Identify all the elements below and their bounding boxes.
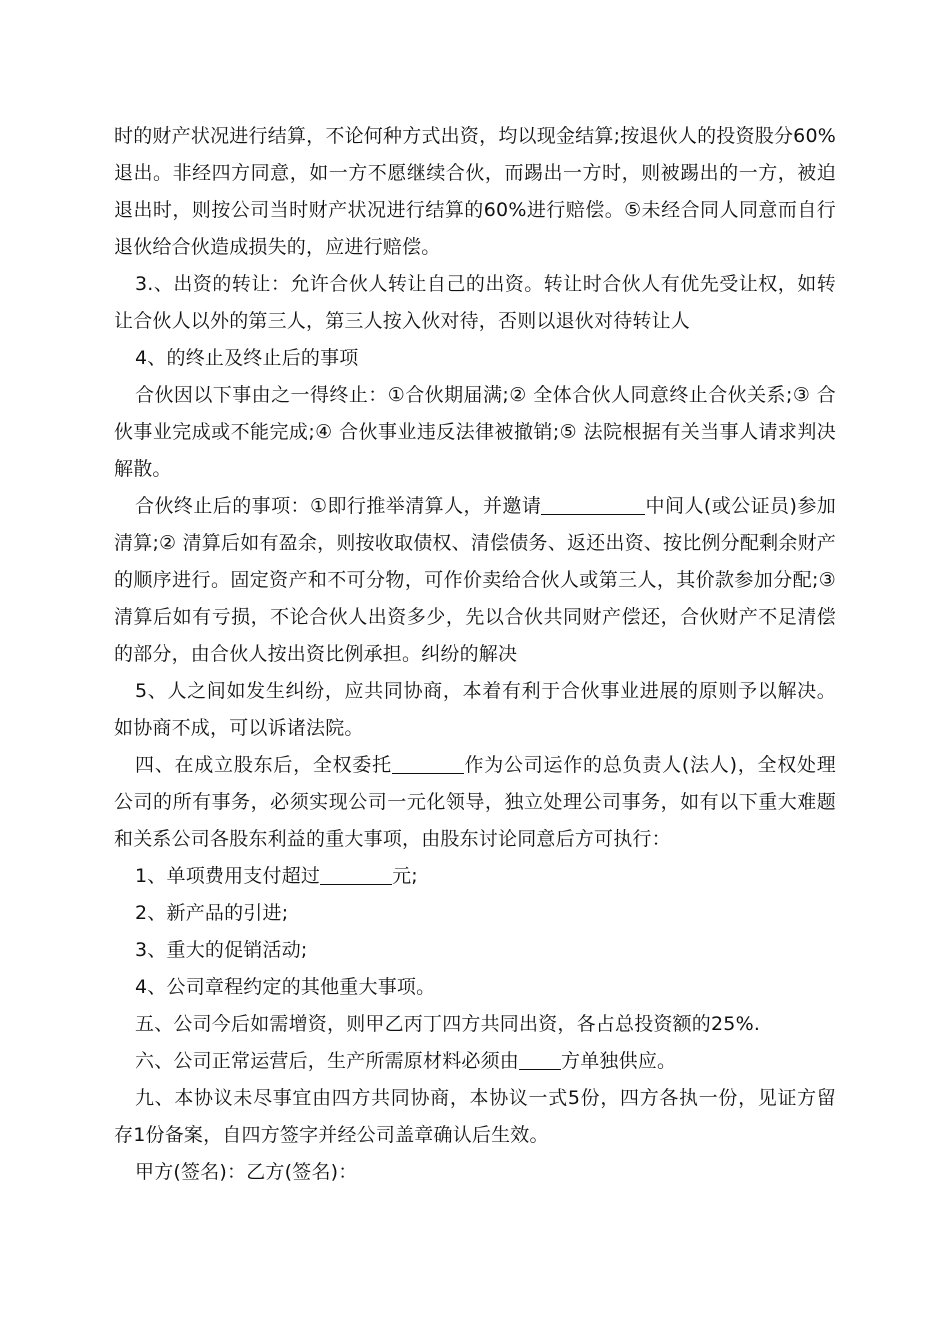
paragraph-termination-heading: 4、的终止及终止后的事项 (135, 347, 359, 369)
list-item-promotion: 3、重大的促销活动; (135, 939, 308, 961)
paragraph-text: 六、公司正常运营后，生产所需原材料必须由 (135, 1050, 520, 1072)
signature-line: 甲方(签名)：乙方(签名)： (135, 1161, 358, 1183)
blank-field-representative[interactable] (392, 754, 464, 774)
paragraph-capital-increase: 五、公司今后如需增资，则甲乙丙丁四方共同出资，各占总投资额的25%. (135, 1013, 761, 1035)
paragraph-supply (114, 1043, 836, 1080)
list-item-other-matters: 4、公司章程约定的其他重大事项。 (135, 976, 436, 998)
paragraph-text: 四、在成立股东后，全权委托 (135, 754, 392, 776)
blank-field-supplier[interactable] (519, 1050, 561, 1070)
paragraph-dispute: 5、人之间如发生纠纷，应共同协商，本着有利于合伙事业进展的原则予以解决。如协商不成，可以诉诸法院。 (114, 680, 836, 739)
blank-field-amount[interactable] (320, 865, 392, 885)
paragraph-capital-transfer: 3.、出资的转让：允许合伙人转让自己的出资。转让时合伙人有优先受让权，如转让合伙人以外的第三人，第三人按入伙对待，否则以退伙对待转让人 (114, 273, 836, 332)
paragraph-effectiveness: 九、本协议未尽事宜由四方共同协商，本协议一式5份，四方各执一份，见证方留存1份备案，自四方签字并经公司盖章确认后生效。 (114, 1087, 836, 1146)
paragraph-post-termination (114, 488, 836, 673)
blank-field-mediator[interactable] (541, 495, 645, 515)
document-body (114, 118, 836, 1191)
paragraph-text: 合伙终止后的事项：①即行推举清算人，并邀请 (135, 495, 542, 517)
paragraph-settlement: 时的财产状况进行结算，不论何种方式出资，均以现金结算;按退伙人的投资股分60%退出。非经四方同意，如一方不愿继续合伙，而踢出一方时，则被踢出的一方，被迫退出时，则按公司当时财产状况进行结算的60%进行赔偿。⑤未经合同人同意而自行退伙给合伙造成损失的，应进行赔偿。 (114, 125, 836, 258)
paragraph-text: 作为公司运作的总负责人(法人)，全权处理公司的所有事务，必须实现公司一元化领导，独立处理公司事务，如有以下重大难题和关系公司各股东利益的重大事项，由股东讨论同意后方可执行： (114, 754, 836, 850)
list-item-new-product: 2、新产品的引进; (135, 902, 289, 924)
paragraph-termination-reasons: 合伙因以下事由之一得终止：①合伙期届满;② 全体合伙人同意终止合伙关系;③ 合伙事业完成或不能完成;④ 合伙事业违反法律被撤销;⑤ 法院根据有关当事人请求判决解散。 (114, 384, 836, 480)
paragraph-text: 元; (392, 865, 418, 887)
list-item-expense (114, 858, 836, 895)
paragraph-authorization (114, 747, 836, 858)
paragraph-text: 1、单项费用支付超过 (135, 865, 321, 887)
paragraph-text: 中间人(或公证员)参加清算;② 清算后如有盈余，则按收取债权、清偿债务、返还出资、按比例分配剩余财产的顺序进行。固定资产和不可分物，可作价卖给合伙人或第三人，其价款参加分配;③ 清算后如有亏损，不论合伙人出资多少，先以合伙共同财产偿还，合伙财产不足清偿的部分，由合伙人按出资比例承担。纠纷的解决 (114, 495, 836, 665)
paragraph-text: 方单独供应。 (561, 1050, 677, 1072)
